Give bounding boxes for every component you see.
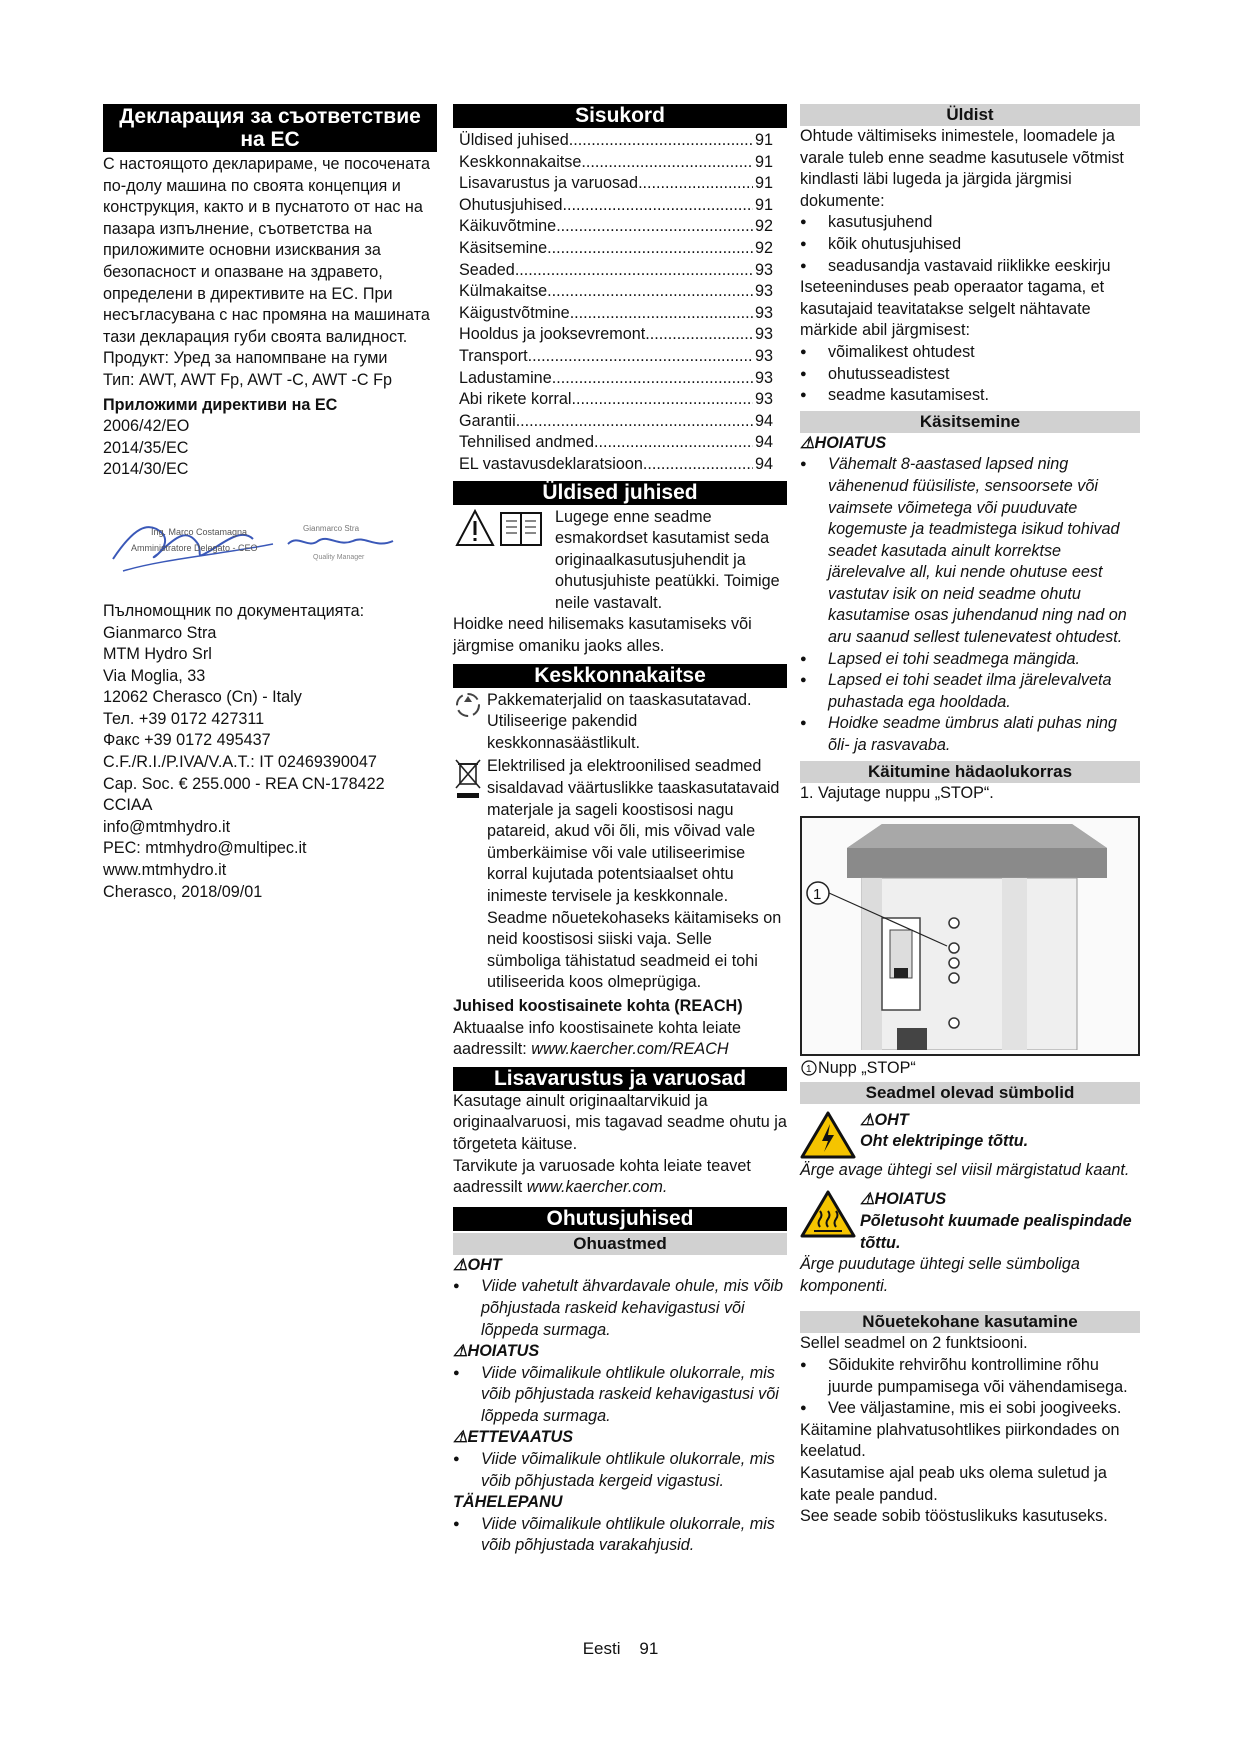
contact-line: Gianmarco Stra [103,623,217,642]
svg-text:1: 1 [806,1064,812,1076]
electric-warning-label: ⚠OHT [860,1110,909,1129]
toc-row[interactable]: Külmakaitse ..... 93 [453,281,787,303]
signature-right-role: Quality Manager [313,553,365,561]
photo-caption-text: Nupp „STOP“ [818,1059,916,1078]
footer-language: Eesti [582,1639,621,1658]
operator-item: ● ohutusseadistest [800,364,1140,386]
hot-surface-text: Ärge puudutage ühtegi selle sümboliga komponenti. [800,1255,1080,1295]
use-item: ● Vee väljastamine, mis ei sobi joogiveeks. [800,1398,1140,1420]
callout-number: 1 [813,886,822,904]
warning-manual-icon [453,507,549,551]
handling-item: ● Hoidke seadme ümbrus alati puhas ning õli- ja rasvavaba. [800,713,1140,756]
recycling-text: Pakkematerjalid on taaskasutatavad. Utiliseerige pakendid keskkonnasäästlikult. [487,690,752,752]
hazard-levels-title: Ohuastmed [453,1233,787,1255]
contact-line: C.F./R.I./P.IVA/V.A.T.: IT 02469390047 [103,753,377,772]
operator-text: Iseteeninduses peab operaator tagama, et kasutajaid teavitatakse selgelt nähtavate märkide abil järgmisest: [800,278,1105,340]
accessories-title: Lisavarustus ja varuosad [453,1067,787,1091]
toc-row[interactable]: Transport ..... 93 [453,346,787,368]
directive-item: 2014/35/EC [103,438,189,457]
contact-line: Via Moglia, 33 [103,666,206,685]
door-text: Kasutamise ajal peab uks olema suletud ja kate peale pandud. [800,1463,1107,1504]
industrial-use-text: See seade sobib tööstuslikuks kasutuseks. [800,1507,1108,1526]
handling-item: ● Lapsed ei tohi seadmega mängida. [800,649,1140,671]
signatures-image [103,499,437,587]
toc-row[interactable]: Ohutusjuhised ..... 91 [453,195,787,217]
contact-pec[interactable]: PEC: mtmhydro@multipec.it [103,839,307,858]
product-line: Продукт: Уред за напомпване на гуми [103,349,388,368]
crossed-bin-icon [453,756,483,802]
directive-item: 2014/30/EC [103,460,189,479]
contact-line: Факс +39 0172 495437 [103,731,271,750]
environment-title: Keskkonnakaitse [453,664,787,688]
reach-title: Juhised koostisainete kohta (REACH) [453,996,743,1015]
toc-row[interactable]: Tehnilised andmed ..... 94 [453,432,787,454]
photo-caption [800,1058,1140,1080]
signature-area [103,499,437,587]
accessories-text: Kasutage ainult originaaltarvikuid ja originaalvaruosi, mis tagavad seadme ohutu ja tõrgeteta käituse. [453,1091,787,1153]
recycling-notice [453,690,787,755]
accessories-info: Tarvikute ja varuosade kohta leiate teavet aadressilt www.kaercher.com. [453,1156,751,1197]
weee-notice [453,756,787,994]
doc-item: ● kõik ohutusjuhised [800,234,1140,256]
hazard-text: ● Viide vahetult ähvardavale ohule, mis võib põhjustada raskeid kehavigastusi või lõppeda surmaga. [453,1276,787,1341]
handling-warning-label: ⚠HOIATUS [800,433,887,452]
contact-line: 12062 Cherasco (Cn) - Italy [103,688,302,707]
read-manual-text: Lugege enne seadme esmakordset kasutamist seda originaalkasutusjuhendit ja ohutusjuhiste peatükki. Toimige neile vastavalt. [555,507,780,612]
toc-row[interactable]: Seaded ..... 93 [453,260,787,282]
signature-right-name: Gianmarco Stra [303,523,360,533]
electric-warning-text: Ärge avage ühtegi sel viisil märgistatud kaant. [800,1160,1130,1179]
general-instructions-title: Üldised juhised [453,481,787,505]
general-column [800,104,1140,1528]
electric-hazard-icon [800,1110,860,1160]
contact-email[interactable]: info@mtmhydro.it [103,817,231,836]
hot-surface-icon [800,1189,860,1239]
general-title: Üldist [800,104,1140,126]
electric-warning-title: Oht elektripinge tõttu. [860,1132,1029,1151]
contact-line: Пълномощник по документацията: [103,601,365,620]
toc-row[interactable]: Käikuvõtmine ..... 92 [453,216,787,238]
electric-warning [800,1110,1140,1160]
intended-use-title: Nõuetekohane kasutamine [800,1311,1140,1333]
keep-manual-text: Hoidke need hilisemaks kasutamiseks või järgmise omaniku jaoks alles. [453,615,752,656]
intended-use-text: Sellel seadmel on 2 funktsiooni. [800,1334,1028,1353]
hot-surface-warning [800,1189,1140,1254]
toc-row[interactable]: Ladustamine ..... 93 [453,368,787,390]
toc-row[interactable]: Hooldus ja jooksevremont ..... 93 [453,324,787,346]
page-footer [0,1638,1241,1660]
hazard-label-notice: TÄHELEPANU [453,1493,563,1512]
toc-column [453,104,787,1557]
signature-left-name: Ing. Marco Costamagna [151,526,248,537]
doc-item: ● seadusandja vastavaid riiklikke eeskirju [800,256,1140,278]
type-line: Тип: AWT, AWT Fp, AWT -C, AWT -C Fp [103,370,392,389]
general-text: Ohtude vältimiseks inimestele, loomadele ja varale tuleb enne seadme kasutusele võtmist kindlasti läbi lugeda ja järgida järgmisi dokumente: [800,127,1124,210]
operator-item: ● seadme kasutamisest. [800,385,1140,407]
doc-item: ● kasutusjuhend [800,212,1140,234]
device-photo [800,816,1140,1056]
recycle-icon [453,690,483,720]
hot-surface-label: ⚠HOIATUS [860,1190,947,1209]
hazard-label-caution: ⚠ETTEVAATUS [453,1428,574,1447]
weee-text: Elektrilised ja elektroonilised seadmed sisaldavad väärtuslikke taaskasutatavaid materjale ja sageli koostisosi nagu patareid, akud või õli, mis võivad vale ümberkäimise või vale utiliseerimise korral kujutada potentsiaalset ohtu inimeste tervisele ja keskkonnale. Seadme nõuetekohaseks käitamiseks on neid koostisosi siiski vaja. Selle sümboliga tähistatud seadmeid ei tohi utiliseerida koos olmeprügiga. [487,757,782,992]
device-illustration [802,818,1136,1050]
directives-title: Приложими директиви на ЕС [103,395,338,414]
contact-line: Тел. +39 0172 427311 [103,709,265,728]
declaration-text: С настоящото декларираме, че посочената по-долу машина по своята концепция и конструкция, както и в пуснатото от нас на пазара изпълнение, съответства на приложимите основни изисквания за безопасност и опазване на здравето, определени в директивите на ЕС. При несъгласувана с нас промяна на машината тази декларация губи своята валидност. [103,155,430,346]
toc-list [453,130,787,476]
toc-row[interactable]: Abi rikete korral ..... 93 [453,389,787,411]
hazard-text: ● Viide võimalikule ohtlikule olukorrale, mis võib põhjustada raskeid kehavigastusi või lõppeda surmaga. [453,1363,787,1428]
toc-row[interactable]: Garantii ..... 94 [453,411,787,433]
toc-row[interactable]: Käigustvõtmine ..... 93 [453,303,787,325]
toc-title: Sisukord [453,104,787,128]
handling-title: Käsitsemine [800,411,1140,433]
hazard-label-danger: ⚠OHT [453,1255,502,1274]
hazard-text: ● Viide võimalikule ohtlikule olukorrale, mis võib põhjustada varakahjusid. [453,1514,787,1557]
symbols-title: Seadmel olevad sümbolid [800,1082,1140,1104]
kaercher-link[interactable]: www.kaercher.com. [526,1178,668,1197]
toc-row[interactable]: Lisavarustus ja varuosad ..... 91 [453,173,787,195]
toc-row[interactable]: EL vastavusdeklaratsioon ..... 94 [453,454,787,476]
explosion-text: Käitamine plahvatusohtlikes piirkondades on keelatud. [800,1420,1120,1461]
hazard-label-warning: ⚠HOIATUS [453,1342,540,1361]
callout-circle-icon [800,1058,818,1076]
contact-line: CCIAA [103,796,153,815]
handling-item: ● Vähemalt 8-aastased lapsed ning vähenenud füüsiliste, sensoorsete või vaimsete võimetega või puuduvate kogemuste ja teadmistega isikud tohivad seadet kasutada ainult korrektse järelevalve all, kui nende ohutuse eest vastutav isik on neid seadme ohutu kasutamise osas juhendanud ning nad on aru saanud sellest tulenevatest ohtudest. [800,454,1140,648]
toc-row[interactable]: Üldised juhised ..... 91 [453,130,787,152]
contact-line: Cap. Soc. € 255.000 - REA CN-178422 [103,774,385,793]
hazard-text: ● Viide võimalikule ohtlikule olukorrale, mis võib põhjustada kergeid vigastusi. [453,1449,787,1492]
contact-date: Cherasco, 2018/09/01 [103,882,263,901]
read-manual-notice [453,507,787,615]
directive-item: 2006/42/EO [103,417,190,436]
use-item: ● Sõidukite rehvirõhu kontrollimine rõhu juurde pumpamisega või vähendamisega. [800,1355,1140,1398]
contact-website[interactable]: www.mtmhydro.it [103,861,227,880]
hot-surface-title: Põletusoht kuumade pealispindade tõttu. [860,1212,1132,1252]
operator-item: ● võimalikest ohtudest [800,342,1140,364]
emergency-step: 1. Vajutage nuppu „STOP“. [800,783,994,802]
declaration-column [103,104,437,903]
declaration-title: Декларация за съответствие на ЕС [103,104,437,152]
safety-title: Ohutusjuhised [453,1207,787,1231]
page-number: 91 [639,1639,659,1658]
contact-line: MTM Hydro Srl [103,645,212,664]
handling-item: ● Lapsed ei tohi seadet ilma järelevalveta puhastada ega hooldada. [800,670,1140,713]
signature-left-role: Amministratore Delegato - CEO [131,542,258,553]
reach-link[interactable]: www.kaercher.com/REACH [531,1040,729,1059]
emergency-title: Käitumine hädaolukorras [800,761,1140,783]
reach-text: Aktuaalse info koostisainete kohta leiate aadressilt: www.kaercher.com/REACH [453,1018,741,1059]
toc-row[interactable]: Käsitsemine ..... 92 [453,238,787,260]
toc-row[interactable]: Keskkonnakaitse ..... 91 [453,152,787,174]
